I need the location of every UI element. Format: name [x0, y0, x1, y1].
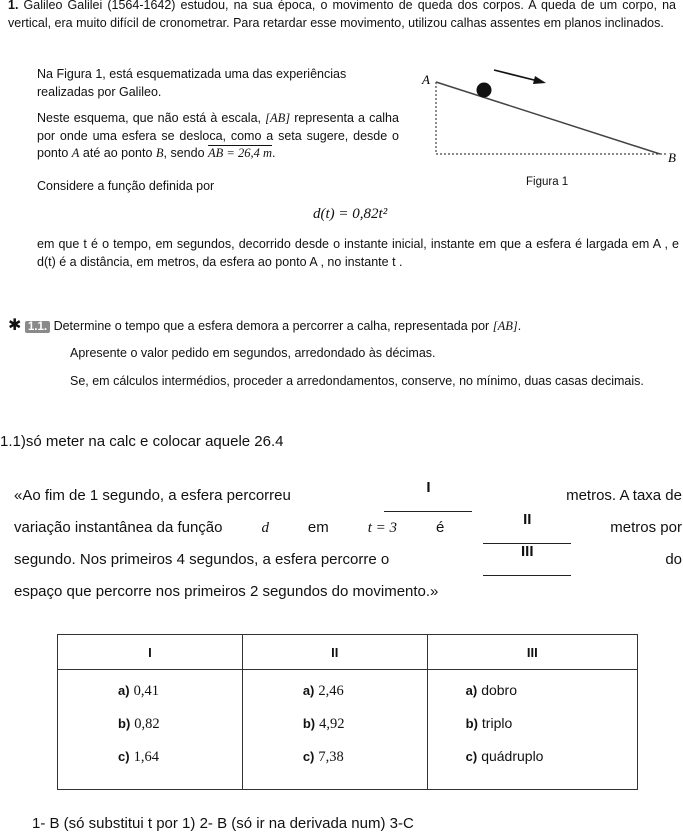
fill-l2c: é [436, 519, 445, 536]
fill-t3: t = 3 [367, 520, 398, 536]
header-ii: II [242, 635, 427, 670]
options-table [57, 634, 638, 790]
option-ii-c: c) 7,38 [302, 749, 344, 765]
figure-caption: Figura 1 [526, 176, 569, 188]
sphere [477, 83, 492, 98]
subquestion-line: ✱ 1.1. Determine o tempo que a esfera demora a percorrer a calha, representada por [AB]. [8, 317, 522, 334]
fill-l3a: segundo. Nos primeiros 4 segundos, a esfera percorre o [14, 551, 390, 568]
intro-text: Galileo Galilei (1564-1642) estudou, na sua época, o movimento de queda dos corpos. A queda de um corpo, na vertical, era muito difícil de cronometrar. Para retardar esse movimento, utilizou calhas assentes em planos inclinados. [8, 0, 676, 30]
paragraph-figure-ref [37, 66, 397, 101]
option-i-c: c) 1,64 [118, 749, 159, 765]
subquestion-number: 1.1. [25, 321, 50, 333]
para3-text: Considere a função definida por [37, 179, 215, 193]
formula [313, 206, 387, 223]
star-icon: ✱ [8, 317, 22, 334]
option-iii-a: a) dobro [465, 682, 517, 698]
option-i-a: a) 0,41 [118, 683, 159, 699]
options-col-iii [427, 670, 637, 790]
label-a: A [422, 72, 430, 87]
table-body-row [58, 670, 638, 790]
option-i-b: b) 0,82 [118, 716, 160, 732]
fill-line-3 [14, 544, 682, 576]
formula-text: d(t) = 0,82t² [313, 206, 388, 222]
subquestion-text: Determine o tempo que a esfera demora a percorrer a calha, representada por [53, 319, 490, 333]
arrowhead [533, 76, 546, 84]
header-i: I [58, 635, 243, 670]
para2-a: Neste esquema, que não está à escala, [37, 111, 261, 125]
segment-ab: [AB] [265, 111, 291, 125]
fill-func-d: d [261, 520, 269, 536]
fill-paragraph [14, 480, 682, 608]
header-iii: III [427, 635, 637, 670]
question-intro [8, 0, 676, 32]
answer-note: 1- B (só substitui t por 1) 2- B (só ir na derivada num) 3-C [32, 815, 414, 832]
blank-iii: III [483, 544, 571, 576]
para2-d: , sendo [163, 146, 205, 160]
blank-i: I [384, 480, 472, 512]
paragraph-function [37, 178, 214, 196]
fill-l2b: em [307, 519, 329, 536]
option-ii-b: b) 4,92 [302, 716, 345, 732]
fill-l1a: «Ao fim de 1 segundo, a esfera percorreu [14, 487, 291, 504]
ab-length: AB = 26,4 m [208, 146, 273, 160]
student-note: 1.1)só meter na calc e colocar aquele 26.4 [0, 433, 284, 450]
options-col-ii [242, 670, 427, 790]
point-a: A [71, 146, 80, 160]
label-b: B [668, 150, 676, 165]
para1-text: Na Figura 1, está esquematizada uma das experiências realizadas por Galileo. [37, 67, 347, 99]
figure-1 [418, 62, 678, 172]
blank-ii: II [483, 512, 571, 544]
para2-c: até ao ponto [82, 146, 153, 160]
point-b: B [155, 146, 164, 160]
fill-l2a: variação instantânea da função [14, 519, 223, 536]
option-iii-b: b) triplo [465, 715, 513, 731]
instruction-1: Apresente o valor pedido em segundos, arredondado às décimas. [70, 346, 436, 360]
para2-b: representa a calha por onde uma esfera se desloca, como a seta sugere, desde o ponto [37, 111, 399, 160]
instruction-2: Se, em cálculos intermédios, proceder a arredondamentos, conserve, no mínimo, duas casas decimais. [70, 374, 644, 388]
fill-l3b: do [665, 551, 682, 568]
paragraph-definition [37, 236, 679, 271]
fill-l2e: metros por [610, 519, 682, 536]
option-iii-c: c) quádruplo [465, 748, 544, 764]
subquestion-ab: [AB] [492, 319, 518, 333]
ramp-line [436, 82, 660, 154]
question-number: 1. [8, 0, 19, 12]
fill-line-2 [14, 512, 682, 544]
options-col-i [58, 670, 243, 790]
para4-text: em que t é o tempo, em segundos, decorrido desde o instante inicial, instante em que a esfera é largada em A , e d(t) é a distância, em metros, da esfera ao ponto A , no instante t . [37, 237, 679, 269]
fill-line-4: espaço que percorre nos primeiros 2 segundos do movimento.» [14, 583, 439, 600]
table-header-row [58, 635, 638, 670]
fill-line-1 [14, 480, 682, 512]
fill-l1b: metros. A taxa de [566, 487, 682, 504]
option-ii-a: a) 2,46 [302, 683, 344, 699]
paragraph-schema: Neste esquema, que não está à escala, [AB] representa a calha por onde uma esfera se desloca, como a seta sugere, desde o ponto A até ao ponto B, sendo AB = 26,4 m. [37, 111, 399, 160]
